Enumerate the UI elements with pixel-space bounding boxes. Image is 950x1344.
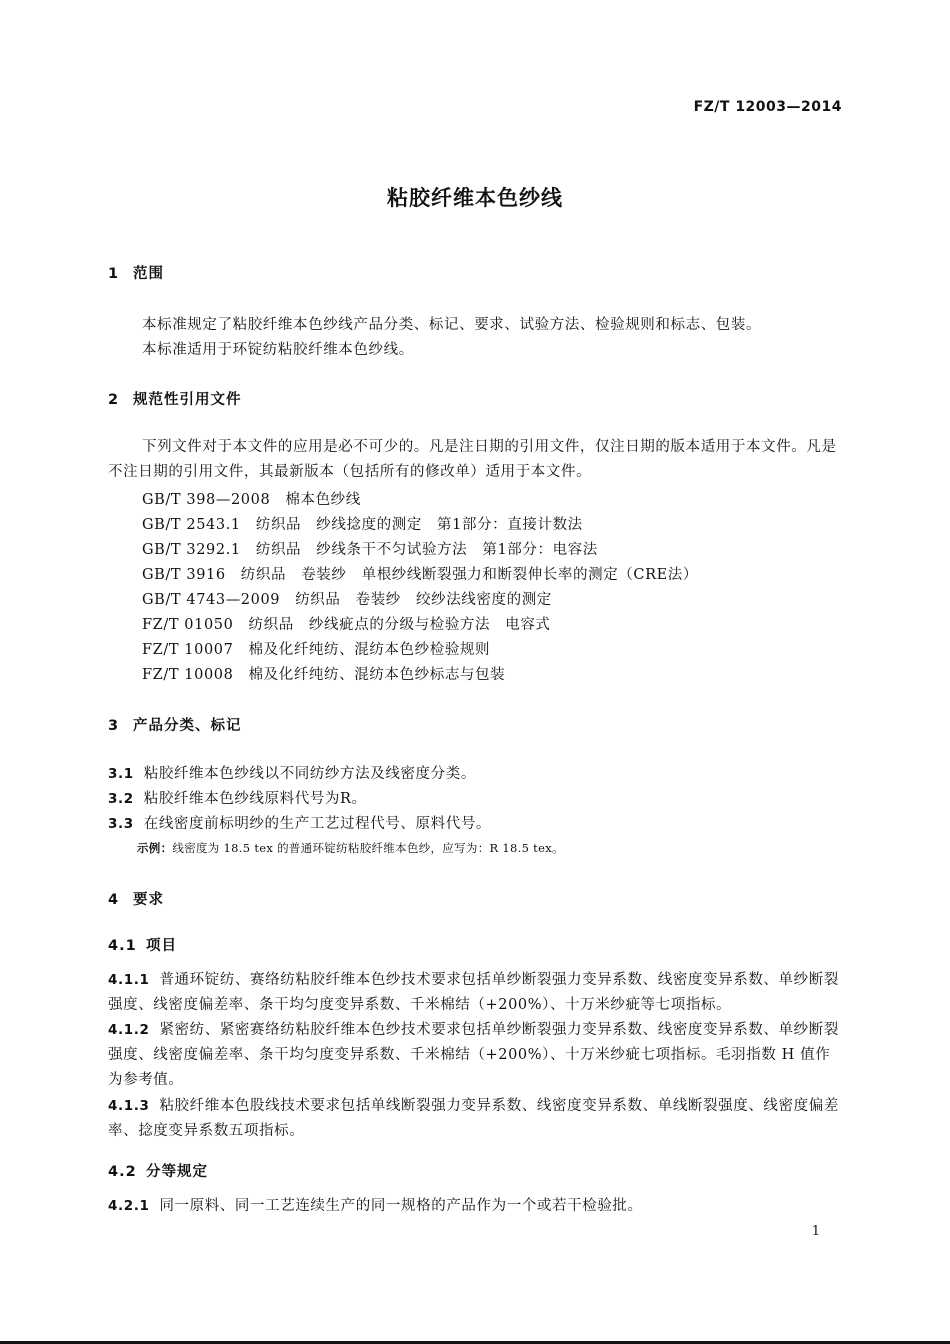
example-note	[137, 840, 564, 856]
subsection-title: 分等规定	[146, 1164, 208, 1180]
clause-number: 4.1.3	[108, 1098, 150, 1114]
reference-item: GB/T 3292.1 纺织品 纱线条干不匀试验方法 第1部分：电容法	[142, 542, 598, 558]
reference-item: GB/T 2543.1 纺织品 纱线捻度的测定 第1部分：直接计数法	[142, 517, 583, 533]
clause-4-1-3	[108, 1094, 843, 1144]
reference-item: FZ/T 10007 棉及化纤纯纺、混纺本色纱检验规则	[142, 642, 491, 658]
clause-number: 4.1.2	[108, 1022, 150, 1038]
clause-3-3	[108, 812, 843, 837]
clause-4-1-2	[108, 1018, 843, 1093]
clause-number: 3.3	[108, 816, 134, 832]
clause-text: 普通环锭纺、赛络纺粘胶纤维本色纱技术要求包括单纱断裂强力变异系数、线密度变异系数、单纱断裂强度、线密度偏差率、条干均匀度变异系数、千米棉结（+200%）、十万米纱疵等七项指标。	[108, 972, 839, 1013]
document-title: 粘胶纤维本色纱线	[387, 186, 563, 210]
subsection-4-2-heading	[108, 1160, 208, 1181]
clause-3-2	[108, 787, 843, 812]
clause-text: 粘胶纤维本色纱线以不同纺纱方法及线密度分类。	[143, 766, 476, 782]
reference-item: FZ/T 01050 纺织品 纱线疵点的分级与检验方法 电容式	[142, 617, 551, 633]
clause-number: 3.2	[108, 791, 134, 807]
clause-3-1	[108, 762, 843, 787]
standard-code: FZ/T 12003—2014	[693, 99, 842, 115]
clause-4-2-1	[108, 1194, 843, 1219]
paragraph: 本标准规定了粘胶纤维本色纱线产品分类、标记、要求、试验方法、检验规则和标志、包装。	[142, 317, 762, 333]
section-number: 2	[108, 392, 120, 408]
clause-text: 紧密纺、紧密赛络纺粘胶纤维本色纱技术要求包括单纱断裂强力变异系数、线密度变异系数、单纱断裂强度、线密度偏差率、条干均匀度变异系数、千米棉结（+200%）、十万米纱疵七项指标。毛羽指数 H 值作为参考值。	[108, 1022, 839, 1088]
clause-text: 粘胶纤维本色股线技术要求包括单线断裂强力变异系数、线密度变异系数、单线断裂强度、线密度偏差率、捻度变异系数五项指标。	[108, 1098, 839, 1139]
section-number: 3	[108, 718, 120, 734]
section-3-heading	[108, 714, 242, 735]
section-1-heading	[108, 262, 164, 283]
reference-item: GB/T 398—2008 棉本色纱线	[142, 492, 361, 508]
subsection-title: 项目	[146, 938, 177, 954]
reference-item: GB/T 4743—2009 纺织品 卷装纱 绞纱法线密度的测定	[142, 592, 552, 608]
clause-text: 粘胶纤维本色纱线原料代号为R。	[143, 791, 367, 807]
section-title: 范围	[133, 266, 164, 282]
paragraph: 本标准适用于环锭纺粘胶纤维本色纱线。	[142, 342, 414, 358]
clause-text: 同一原料、同一工艺连续生产的同一规格的产品作为一个或若干检验批。	[159, 1198, 643, 1214]
section-title: 产品分类、标记	[133, 718, 242, 734]
section-number: 4	[108, 892, 120, 908]
section-title: 要求	[133, 892, 164, 908]
subsection-number: 4.2	[108, 1164, 137, 1180]
section-number: 1	[108, 266, 120, 282]
section-4-heading	[108, 888, 164, 909]
reference-item: FZ/T 10008 棉及化纤纯纺、混纺本色纱标志与包装	[142, 667, 506, 683]
paragraph: 下列文件对于本文件的应用是必不可少的。凡是注日期的引用文件，仅注日期的版本适用于本文件。凡是不注日期的引用文件，其最新版本（包括所有的修改单）适用于本文件。	[108, 439, 837, 480]
clause-text: 在线密度前标明纱的生产工艺过程代号、原料代号。	[143, 816, 492, 832]
clause-4-1-1	[108, 968, 843, 1018]
clause-number: 4.2.1	[108, 1198, 150, 1214]
example-text: 线密度为 18.5 tex 的普通环锭纺粘胶纤维本色纱，应写为：R 18.5 tex。	[172, 841, 564, 855]
clause-number: 4.1.1	[108, 972, 150, 988]
clause-number: 3.1	[108, 766, 134, 782]
subsection-number: 4.1	[108, 938, 137, 954]
section-title: 规范性引用文件	[133, 392, 242, 408]
subsection-4-1-heading	[108, 934, 177, 955]
reference-item: GB/T 3916 纺织品 卷装纱 单根纱线断裂强力和断裂伸长率的测定（CRE法）	[142, 567, 698, 583]
example-label: 示例：	[137, 841, 173, 855]
section-2-heading	[108, 388, 242, 409]
page-number: 1	[811, 1224, 820, 1239]
